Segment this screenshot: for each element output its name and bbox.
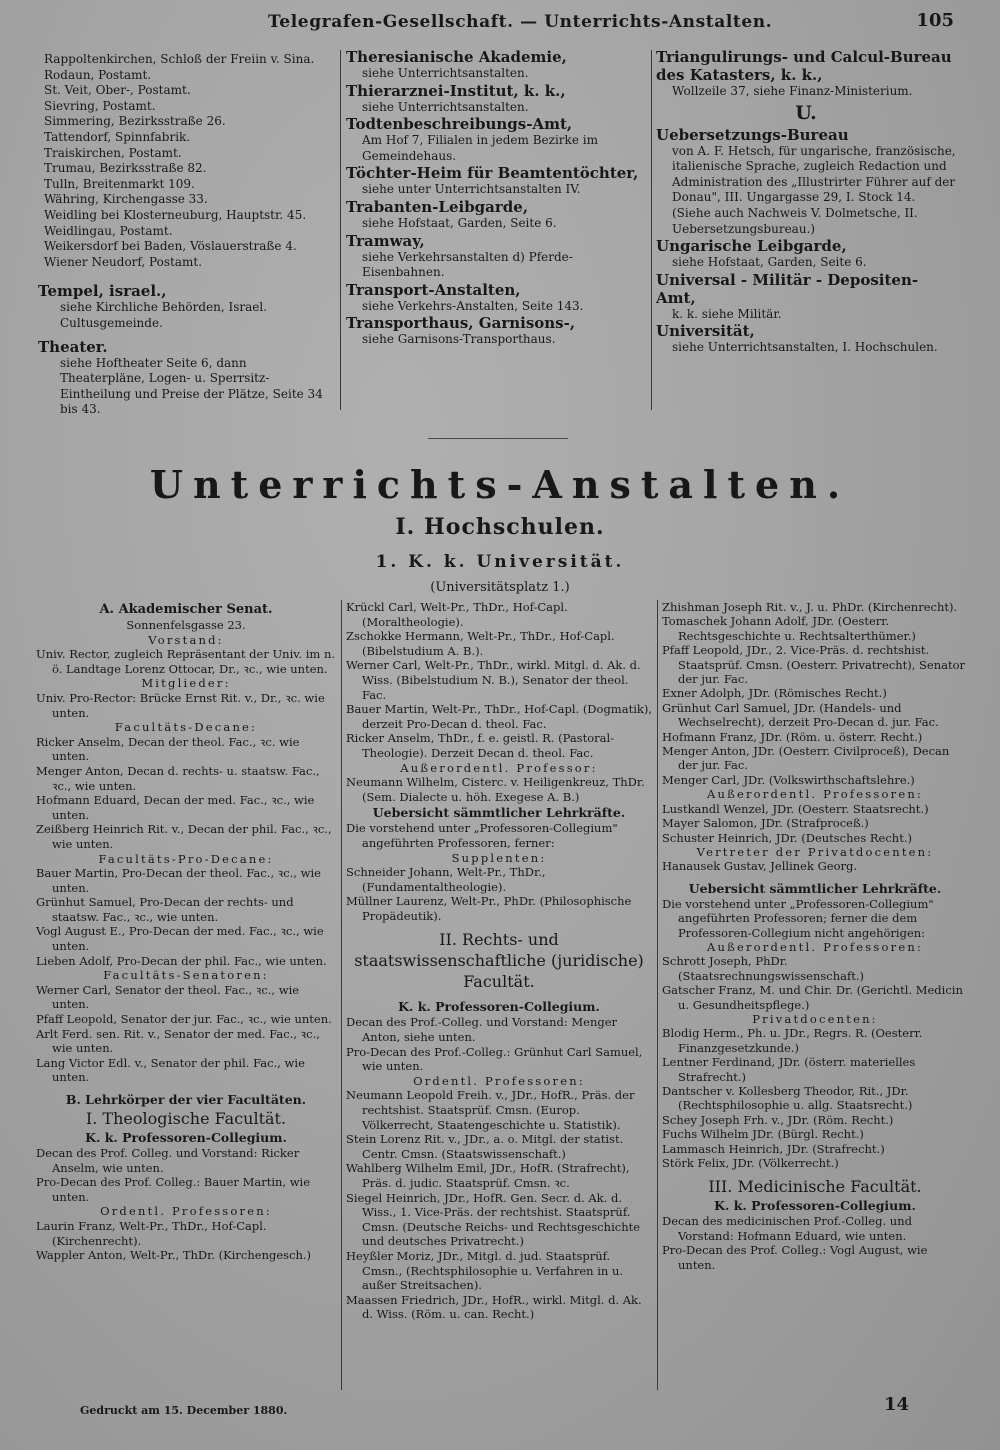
list-item: Wahlberg Wilhelm Emil, JDr., HofR. (Strafrecht), Präs. d. judic. Staatsprüf. Cmsn. ꝛc.	[346, 1161, 630, 1190]
list-item: Ricker Anselm, ThDr., f. e. geistl. R. (Pastoral-Theologie). Derzeit Decan d. theol. Fac.	[346, 731, 615, 760]
list-item: Störk Felix, JDr. (Völkerrecht.)	[662, 1156, 839, 1171]
entry-heading: Uebersetzungs-Bureau	[656, 125, 849, 144]
uebersicht-heading: Uebersicht sämmtlicher Lehrkräfte.	[372, 805, 626, 821]
list-item: Schuster Heinrich, JDr. (Deutsches Recht.)	[662, 830, 912, 845]
entry-heading: Trabanten-Leibgarde,	[346, 197, 529, 216]
list-item: Bauer Martin, Pro-Decan der theol. Fac., ꝛc., wie unten.	[36, 866, 321, 895]
list-item: Neumann Leopold Freih. v., JDr., HofR., Präs. der rechtshist. Staatsprüf. Cmsn. (Europ. Völkerrecht, Staatengeschichte u. Statistik).	[346, 1088, 635, 1132]
list-item: Lang Victor Edl. v., Senator der phil. Fac., wie unten.	[36, 1055, 305, 1085]
list-item: Laurin Franz, Welt-Pr., ThDr., Hof-Capl. (Kirchenrecht).	[36, 1218, 267, 1248]
list-item: Tulln, Breitenmarkt 109.	[44, 176, 195, 191]
subsection-label: Vertreter der Privatdocenten:	[696, 844, 934, 859]
page-header	[0, 8, 1000, 36]
list-item: Lammasch Heinrich, JDr. (Strafrecht.)	[662, 1141, 885, 1156]
top-column-2	[346, 48, 646, 348]
list-item: Pro-Decan des Prof. Colleg.: Bauer Martin, wie unten.	[36, 1175, 311, 1204]
list-item: Trumau, Bezirksstraße 82.	[44, 161, 207, 176]
place-list	[44, 52, 334, 270]
list-item: Werner Carl, Welt-Pr., ThDr., wirkl. Mitgl. d. Ak. d. Wiss. (Bibelstudium N. B.), Senator der theol. Fac.	[346, 658, 641, 702]
entry-heading: Universal - Militär - Depositen-Amt,	[656, 270, 919, 307]
list-item: Maassen Friedrich, JDr., HofR., wirkl. Mitgl. d. Ak. d. Wiss. (Röm. u. can. Recht.)	[346, 1292, 642, 1322]
list-item: Fuchs Wilhelm JDr. (Bürgl. Recht.)	[662, 1127, 864, 1142]
list-item: Vogl August E., Pro-Decan der med. Fac., ꝛc., wie unten.	[36, 924, 324, 954]
list-item: Währing, Kirchengasse 33.	[44, 192, 208, 207]
list-item: Gatscher Franz, M. und Chir. Dr. (Gerichtl. Medicin u. Gesundheitspflege.)	[662, 983, 963, 1012]
top-column-1	[38, 52, 334, 418]
list-item: Pfaff Leopold, JDr., 2. Vice-Präs. d. rechtshist. Staatsprüf. Cmsn. (Oesterr. Privatrecht), Senator der jur. Fac.	[662, 643, 966, 687]
list-item: Mayer Salomon, JDr. (Strafproceß.)	[662, 816, 869, 831]
entry-body: siehe Unterrichtsanstalten.	[362, 99, 529, 114]
list-item: Blodig Herm., Ph. u. JDr., Regrs. R. (Oesterr. Finanzgesetzkunde.)	[662, 1026, 923, 1055]
list-item: Simmering, Bezirksstraße 26.	[44, 114, 226, 129]
list-item: Müllner Laurenz, Welt-Pr., PhDr. (Philosophische Propädeutik).	[346, 894, 632, 923]
list-item: Menger Anton, JDr. (Oesterr. Civilproceß), Decan der jur. Fac.	[662, 744, 950, 773]
list-item: Menger Carl, JDr. (Volkswirthschaftslehre.)	[662, 772, 915, 787]
main-title: Unterrichts-Anstalten.	[149, 462, 851, 507]
subsection-label: Mitglieder:	[141, 676, 231, 691]
list-item: Siegel Heinrich, JDr., HofR. Gen. Secr. d. Ak. d. Wiss., 1. Vice-Präs. der rechtshist. Staatsprüf. Cmsn. (Deutsche Reichs- und Rechtsgeschichte und deutsches Privatrecht.)	[346, 1190, 641, 1249]
running-title: Telegrafen-Gesellschaft. — Unterrichts-Anstalten.	[268, 12, 773, 32]
list-item: Rodaun, Postamt.	[44, 67, 152, 82]
list-item: Lentner Ferdinand, JDr. (österr. materielles Strafrecht.)	[662, 1055, 916, 1084]
collegium-heading: K. k. Professoren-Collegium.	[714, 1198, 916, 1214]
section-title: I. Hochschulen.	[395, 514, 605, 540]
bottom-column-3	[662, 600, 968, 1272]
list-item: Ricker Anselm, Decan der theol. Fac., ꝛc. wie unten.	[36, 734, 300, 764]
list-item: Dantscher v. Kollesberg Theodor, Rit., JDr. (Rechtsphilosophie u. allg. Staatsrecht.)	[662, 1084, 913, 1113]
list-item: Weikersdorf bei Baden, Vöslauerstraße 4.	[44, 239, 297, 254]
column-divider	[340, 50, 341, 410]
senat-address: Sonnenfelsgasse 23.	[126, 618, 246, 632]
entry-body: siehe Kirchliche Behörden, Israel. Cultusgemeinde.	[60, 300, 268, 330]
entry-heading: Tramway,	[346, 231, 425, 250]
subsection-label: Vorstand:	[148, 632, 224, 647]
list-item: Pfaff Leopold, Senator der jur. Fac., ꝛc., wie unten.	[36, 1012, 332, 1027]
entry-heading: Universität,	[656, 322, 755, 341]
list-item: Exner Adolph, JDr. (Römisches Recht.)	[662, 686, 887, 701]
list-item: Rappoltenkirchen, Schloß der Freiin v. Sina.	[44, 52, 315, 66]
collegium-heading: K. k. Professoren-Collegium.	[85, 1130, 287, 1145]
list-item: Decan des medicinischen Prof.-Colleg. und Vorstand: Hofmann Eduard, wie unten.	[662, 1214, 912, 1243]
subsection-label: Facultäts-Senatoren:	[103, 968, 269, 983]
senat-heading: A. Akademischer Senat.	[99, 602, 273, 617]
list-item: Wappler Anton, Welt-Pr., ThDr. (Kirchengesch.)	[36, 1248, 312, 1263]
list-item: Lustkandl Wenzel, JDr. (Oesterr. Staatsrecht.)	[662, 801, 929, 816]
faculty-heading: II. Rechts- und staatswissenschaftliche (juridische) Facultät.	[354, 930, 644, 992]
subsection-label: Supplenten:	[451, 850, 547, 865]
column-divider	[341, 600, 342, 1390]
subsection-label: Außerordentl. Professoren:	[706, 787, 924, 802]
entry-body: siehe Hofstaat, Garden, Seite 6.	[672, 255, 867, 270]
list-item: Decan des Prof. Colleg. und Vorstand: Ricker Anselm, wie unten.	[36, 1146, 300, 1175]
list-item: Decan des Prof.-Colleg. und Vorstand: Menger Anton, siehe unten.	[346, 1015, 618, 1045]
university-title: 1. K. k. Universität.	[375, 552, 625, 572]
list-item: Schneider Johann, Welt-Pr., ThDr., (Fundamentaltheologie).	[346, 865, 546, 894]
list-item: Pro-Decan des Prof. Colleg.: Vogl August, wie unten.	[662, 1243, 928, 1272]
list-item: Bauer Martin, Welt-Pr., ThDr., Hof-Capl. (Dogmatik), derzeit Pro-Decan d. theol. Fac.	[346, 702, 652, 731]
list-item: Univ. Rector, zugleich Repräsentant der Univ. im n. ö. Landtage Lorenz Ottocar, Dr., ꝛc., wie unten.	[36, 647, 335, 676]
list-item: Tattendorf, Spinnfabrik.	[44, 129, 191, 144]
list-item: Schrott Joseph, PhDr. (Staatsrechnungswissenschaft.)	[662, 954, 865, 983]
list-item: Die vorstehend unter „Professoren-Collegium" angeführten Professoren, ferner:	[346, 821, 618, 850]
entry-body: siehe Hoftheater Seite 6, dann Theaterpläne, Logen- u. Sperrsitz-Eintheilung und Preise der Plätze, Seite 34 bis 43.	[60, 355, 323, 417]
collegium-heading: K. k. Professoren-Collegium.	[398, 999, 600, 1015]
page-number: 105	[916, 10, 954, 31]
faculty-heading: I. Theologische Facultät.	[85, 1109, 287, 1128]
entry-heading: Tempel, israel.,	[38, 282, 167, 301]
entry-heading: Transporthaus, Garnisons-,	[346, 314, 576, 333]
uebersicht-heading: Uebersicht sämmtlicher Lehrkräfte.	[688, 880, 942, 896]
list-item: Hanausek Gustav, Jellinek Georg.	[662, 859, 858, 874]
entry-body: siehe Unterrichtsanstalten, I. Hochschulen.	[672, 340, 938, 355]
print-date: Gedruckt am 15. December 1880.	[80, 1404, 288, 1417]
faculty-heading: III. Medicinische Facultät.	[708, 1177, 922, 1197]
entry-body: siehe Verkehrs-Anstalten, Seite 143.	[362, 298, 584, 313]
subsection-label: Facultäts-Pro-Decane:	[98, 851, 274, 866]
bottom-column-2	[346, 600, 652, 1322]
entry-body: Am Hof 7, Filialen in jedem Bezirke im Gemeindehaus.	[362, 133, 598, 163]
list-item: Sievring, Postamt.	[44, 98, 156, 113]
list-item: Heyßler Moriz, JDr., Mitgl. d. jud. Staatsprüf. Cmsn., (Rechtsphilosophie u. Verfahren in u. außer Streitsachen).	[346, 1248, 624, 1293]
list-item: St. Veit, Ober-, Postamt.	[44, 83, 191, 98]
subsection-label: Außerordentl. Professoren:	[706, 939, 924, 954]
entry-body: siehe Unterrichtsanstalten.	[362, 66, 529, 80]
list-item: Weidlingau, Postamt.	[44, 223, 173, 238]
column-divider	[651, 50, 652, 410]
list-item: Univ. Pro-Rector: Brücke Ernst Rit. v., Dr., ꝛc. wie unten.	[36, 690, 325, 720]
letter-heading: U.	[795, 101, 817, 124]
list-item: Neumann Wilhelm, Cisterc. v. Heiligenkreuz, ThDr. (Sem. Dialecte u. höh. Exegese A. B.)	[346, 775, 645, 804]
list-item: Arlt Ferd. sen. Rit. v., Senator der med. Fac., ꝛc., wie unten.	[36, 1026, 320, 1056]
column-divider	[657, 600, 658, 1390]
entry-body: siehe Garnisons-Transporthaus.	[362, 332, 556, 347]
entry-body: siehe Verkehrsanstalten d) Pferde-Eisenbahnen.	[362, 249, 573, 280]
sheet-number: 14	[884, 1394, 910, 1415]
list-item: Krückl Carl, Welt-Pr., ThDr., Hof-Capl. (Moraltheologie).	[346, 600, 568, 629]
list-item: Zschokke Hermann, Welt-Pr., ThDr., Hof-Capl. (Bibelstudium A. B.).	[346, 629, 615, 658]
subsection-label: Außerordentl. Professor:	[400, 760, 598, 775]
subsection-label: Ordentl. Professoren:	[100, 1204, 272, 1219]
list-item: Lieben Adolf, Pro-Decan der phil. Fac., wie unten.	[36, 953, 327, 968]
list-item: Weidling bei Klosterneuburg, Hauptstr. 45.	[44, 207, 307, 222]
subsection-label: Facultäts-Decane:	[114, 720, 258, 735]
entry-body: siehe Hofstaat, Garden, Seite 6.	[362, 215, 557, 230]
entry-heading: Triangulirungs- und Calcul-Bureau des Katasters, k. k.,	[656, 48, 952, 84]
entry-heading: Theater.	[38, 337, 108, 356]
entry-heading: Töchter-Heim für Beamtentöchter,	[346, 164, 639, 183]
list-item: Wiener Neudorf, Postamt.	[44, 254, 203, 269]
entry-body: von A. F. Hetsch, für ungarische, französische, italienische Sprache, zugleich Redaction und Administration des „Illustrirter Führer auf der Donau", III. Ungargasse 29, I. Stock 14. (Siehe auch Nachweis V. Dolmetsche, II. Uebersetzungsbureau.)	[672, 143, 956, 236]
list-item: Tomaschek Johann Adolf, JDr. (Oesterr. Rechtsgeschichte u. Rechtsalterthümer.)	[662, 614, 916, 643]
entry-body: k. k. siehe Militär.	[672, 306, 782, 321]
entry-heading: Transport-Anstalten,	[346, 280, 521, 299]
entry-heading: Todtenbeschreibungs-Amt,	[346, 115, 573, 134]
section-divider	[428, 438, 568, 439]
entry-heading: Thierarznei-Institut, k. k.,	[346, 81, 566, 100]
university-address: (Universitätsplatz 1.)	[430, 580, 570, 595]
entry-body: siehe unter Unterrichtsanstalten IV.	[362, 182, 581, 197]
subsection-label: Ordentl. Professoren:	[413, 1073, 585, 1088]
entry-body: Wollzeile 37, siehe Finanz-Ministerium.	[672, 84, 913, 98]
list-item: Zhishman Joseph Rit. v., J. u. PhDr. (Kirchenrecht).	[662, 600, 958, 614]
list-item: Traiskirchen, Postamt.	[44, 145, 182, 160]
list-item: Pro-Decan des Prof.-Colleg.: Grünhut Carl Samuel, wie unten.	[346, 1044, 643, 1074]
lehrkoerper-heading: B. Lehrkörper der vier Facultäten.	[65, 1092, 307, 1107]
list-item: Hofmann Franz, JDr. (Röm. u. österr. Recht.)	[662, 729, 923, 744]
list-item: Die vorstehend unter „Professoren-Collegium" angeführten Professoren; ferner die dem Professoren-Collegium nicht angehörigen:	[662, 896, 934, 940]
list-item: Grünhut Samuel, Pro-Decan der rechts- und staatsw. Fac., ꝛc., wie unten.	[36, 895, 294, 924]
list-item: Grünhut Carl Samuel, JDr. (Handels- und Wechselrecht), derzeit Pro-Decan d. jur. Fac.	[662, 700, 939, 730]
list-item: Schey Joseph Frh. v., JDr. (Röm. Recht.)	[662, 1112, 894, 1127]
top-column-3	[656, 48, 956, 356]
entry-heading: Theresianische Akademie,	[346, 48, 567, 66]
list-item: Werner Carl, Senator der theol. Fac., ꝛc., wie unten.	[36, 982, 300, 1012]
list-item: Menger Anton, Decan d. rechts- u. staatsw. Fac., ꝛc., wie unten.	[36, 763, 320, 793]
list-item: Stein Lorenz Rit. v., JDr., a. o. Mitgl. der statist. Centr. Cmsn. (Staatswissenschaft.)	[346, 1132, 624, 1161]
bottom-column-1	[36, 602, 336, 1263]
entry-heading: Ungarische Leibgarde,	[656, 237, 847, 256]
list-item: Hofmann Eduard, Decan der med. Fac., ꝛc., wie unten.	[36, 793, 315, 822]
subsection-label: Privatdocenten:	[752, 1011, 878, 1026]
list-item: Zeißberg Heinrich Rit. v., Decan der phil. Fac., ꝛc., wie unten.	[36, 822, 332, 851]
